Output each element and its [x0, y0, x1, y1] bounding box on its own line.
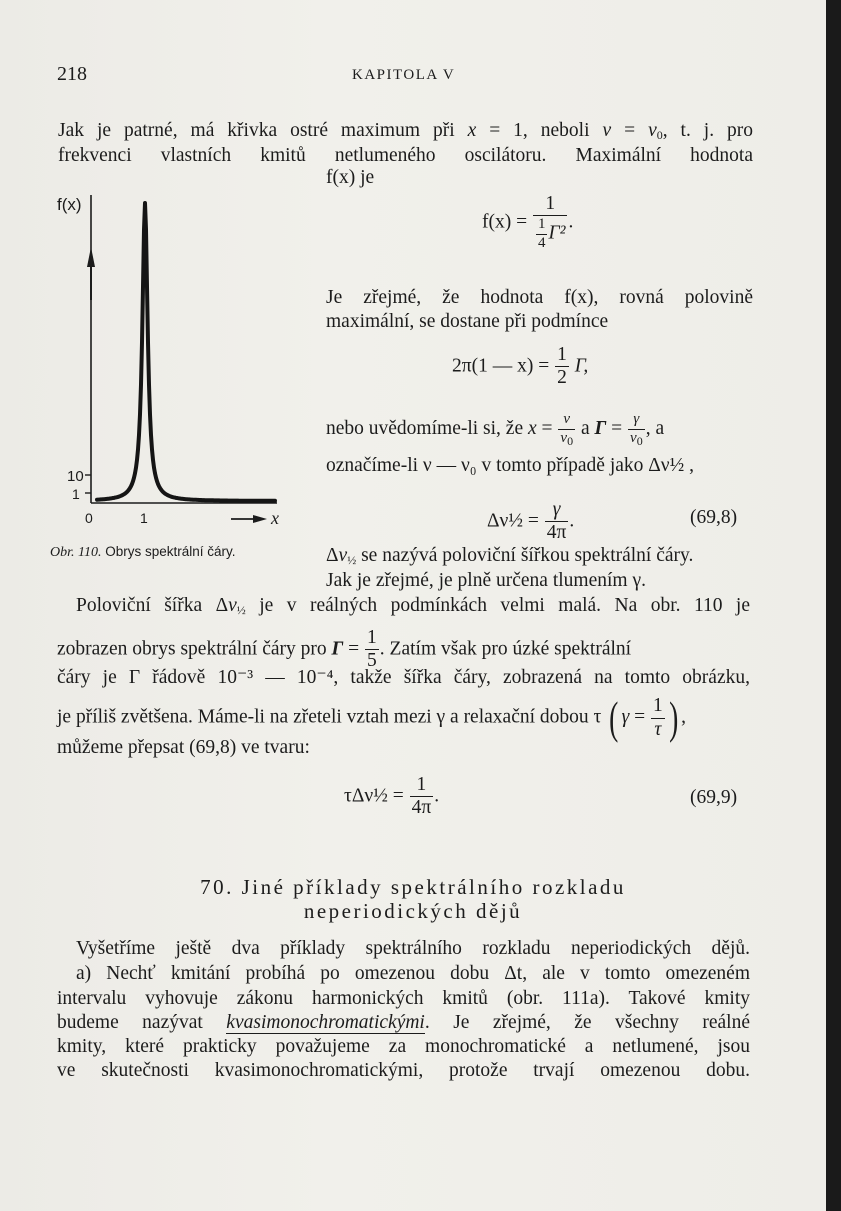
x-tick-label-1: 1: [140, 510, 148, 526]
text-line: kmity, které prakticky považujeme za monochromatické a netlumené, jsou: [57, 1036, 750, 1057]
equation-69-8: Δν½ = $\frac{\gamma}{4\pi}$ .: [487, 499, 575, 544]
text-line: Poloviční šířka $\Delta\nu_{\frac{1}{2}}$ je v reálných podmínkách velmi malá. Na obr. 110 je: [76, 595, 751, 617]
text-line: f(x) je: [326, 167, 375, 188]
y-axis-arrow: [87, 247, 95, 267]
section-heading: neperiodických dějů: [303, 899, 523, 923]
text-line: nebo uvědomíme-li si, že x = $\frac{\nu}{\nu_0}$ a Γ = $\frac{\gamma}{\nu_0}$ , a: [326, 411, 665, 448]
text-line: Jak je zřejmé, je plně určena tlumením γ.: [326, 570, 646, 591]
figure-caption: Obr. 110. Obrys spektrální čáry.: [50, 544, 236, 560]
text-line: maximální, se dostane při podmínce: [326, 311, 609, 332]
text-line: Jak je patrné, má křivka ostré maximum při x = 1, neboli $\nu = \nu_0$, t. j. pro: [58, 120, 754, 142]
equation-label: (69,8): [690, 507, 738, 528]
text-line: je příliš zvětšena. Máme-li na zřeteli vztah mezi γ a relaxační dobou τ ( γ = $\frac{1}{\tau}$ ) ,: [57, 692, 686, 743]
figure-spectral-line: [45, 185, 305, 535]
page-number: 218: [57, 63, 87, 85]
section-heading: 70. Jiné příklady spektrálního rozkladu: [200, 875, 626, 899]
spectral-line-curve: [97, 203, 275, 501]
x-axis-arrow: [253, 515, 267, 523]
text-line: Vyšetříme ještě dva příklady spektrálního rozkladu neperiodických dějů.: [76, 938, 750, 959]
text-line: a) Nechť kmitání probíhá po omezenou dobu Δt, ale v tomto omezeném: [76, 963, 750, 984]
text-line: budeme nazývat kvasimonochromatickými. Je zřejmé, že všechny reálné: [57, 1012, 751, 1033]
equation-fx: f(x) = 1 $\frac{1}{4}$ Γ² .: [482, 193, 574, 252]
text-line: $\Delta\nu_{\frac{1}{2}}$ se nazývá poloviční šířkou spektrální čáry.: [326, 545, 694, 567]
figure-plot: [45, 185, 305, 535]
chapter-title: KAPITOLA V: [352, 67, 456, 83]
x-axis-label: x: [271, 508, 279, 528]
text-line: můžeme přepsat (69,8) ve tvaru:: [57, 737, 310, 758]
equation-label: (69,9): [690, 787, 738, 808]
y-axis-label: f(x): [57, 195, 82, 214]
text-line: Je zřejmé, že hodnota f(x), rovná polovině: [326, 287, 753, 308]
text-line: čáry je Γ řádově 10⁻³ — 10⁻⁴, takže šířka čáry, zobrazená na tomto obrázku,: [57, 667, 750, 688]
equation-half-condition: 2π(1 — x) = $\frac{1}{2}$ Γ,: [452, 344, 589, 389]
y-tick-label-1: 1: [72, 486, 80, 502]
text-line: zobrazen obrys spektrální čáry pro Γ = $\frac{1}{5}$ . Zatím však pro úzké spektrální: [57, 627, 632, 672]
y-tick-label-10: 10: [67, 468, 84, 485]
equation-69-9: τΔν½ = $\frac{1}{4\pi}$ .: [344, 774, 440, 819]
text-line: označíme-li ν — ν₀ v tomto případě jako Δν½ ,: [326, 455, 694, 476]
text-line: intervalu vyhovuje zákonu harmonických kmitů (obr. 111a). Takové kmity: [57, 988, 750, 1009]
x-tick-label-0: 0: [85, 510, 93, 526]
text-line: ve skutečnosti kvasimonochromatickými, protože trvají omezenou dobu.: [57, 1060, 750, 1081]
text-line: frekvenci vlastních kmitů netlumeného oscilátoru. Maximální hodnota: [58, 145, 753, 166]
